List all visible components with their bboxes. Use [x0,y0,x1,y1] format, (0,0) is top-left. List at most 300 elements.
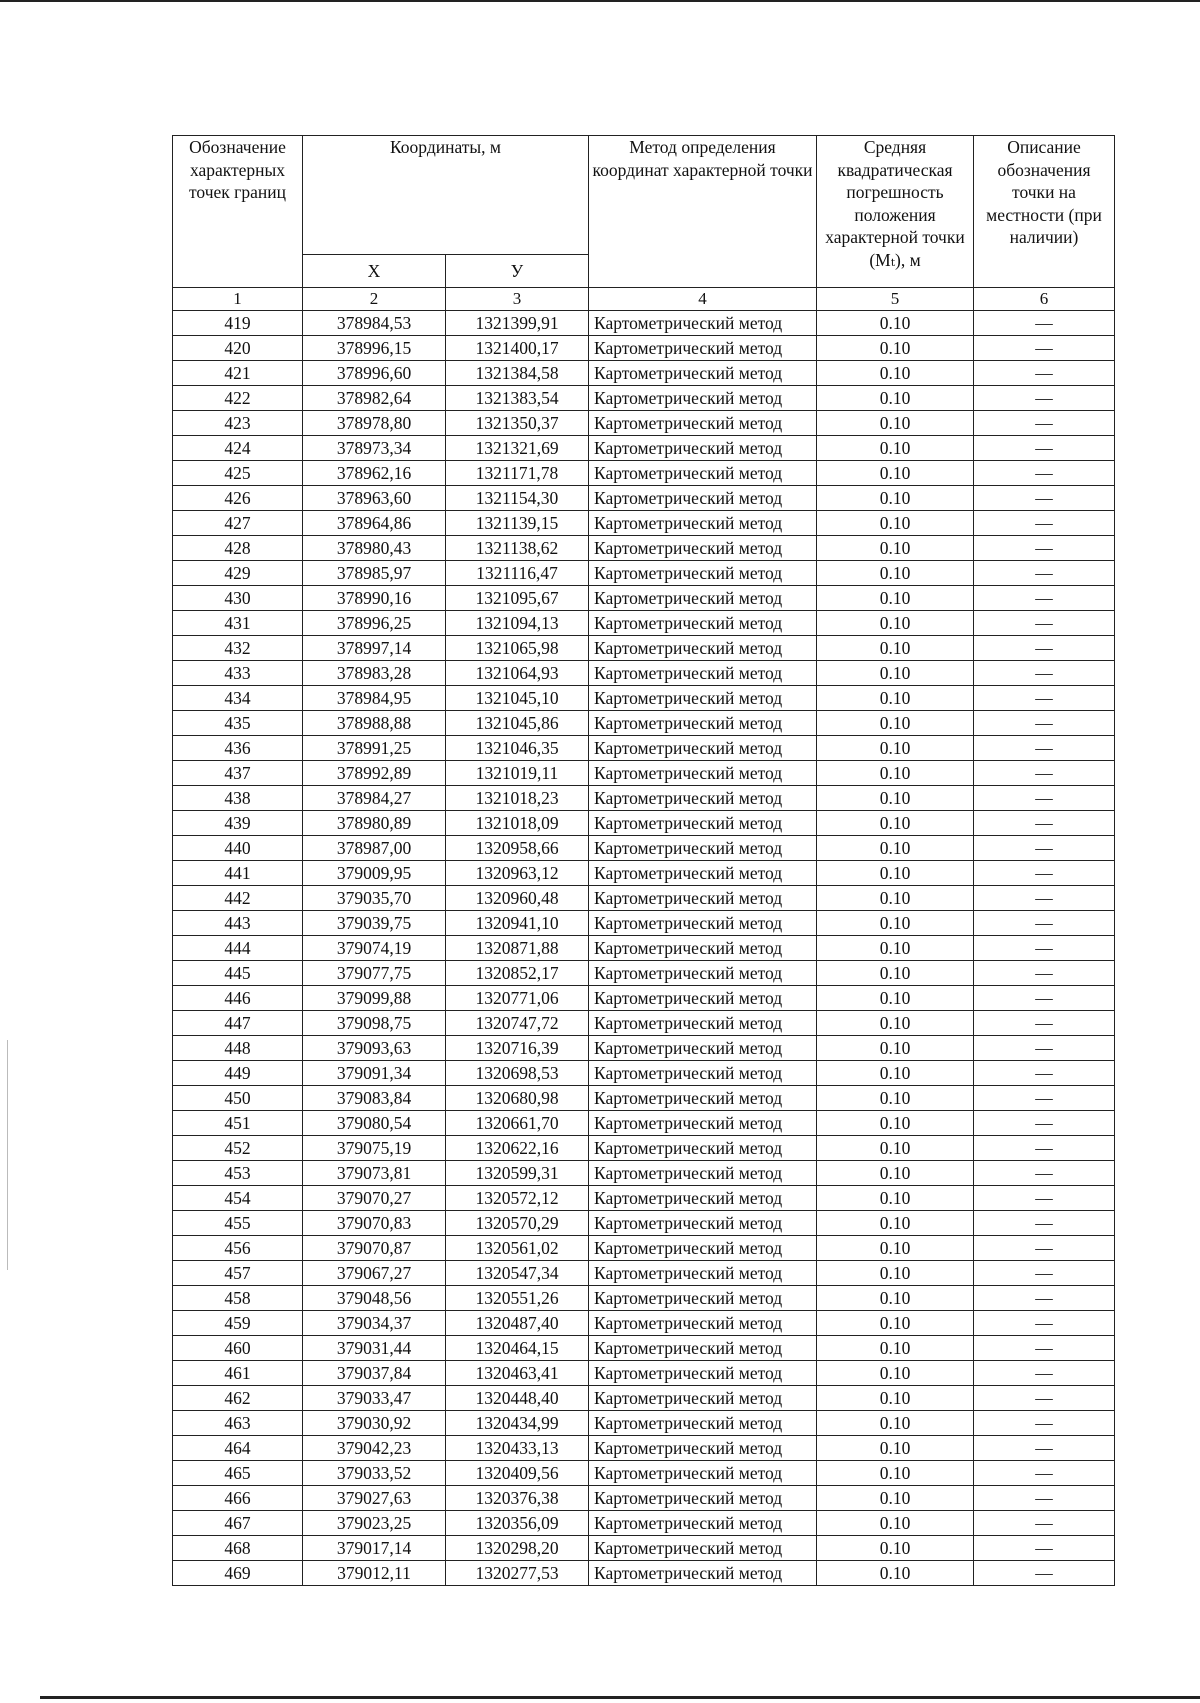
table-row [173,361,1115,386]
point-cell: 420 [173,336,303,361]
x-cell: 378978,80 [303,411,446,436]
table-row [173,1111,1115,1136]
y-cell: 1320434,99 [446,1411,589,1436]
method-cell: Картометрический метод [589,1286,817,1311]
point-cell: 429 [173,561,303,586]
point-cell: 435 [173,711,303,736]
table-row [173,736,1115,761]
point-cell: 452 [173,1136,303,1161]
description-cell: — [974,536,1115,561]
method-cell: Картометрический метод [589,561,817,586]
y-cell: 1320561,02 [446,1236,589,1261]
method-cell: Картометрический метод [589,1436,817,1461]
y-cell: 1320298,20 [446,1536,589,1561]
table-row [173,1236,1115,1261]
table-row [173,1536,1115,1561]
error-cell: 0.10 [817,861,974,886]
method-cell: Картометрический метод [589,1136,817,1161]
y-cell: 1320680,98 [446,1086,589,1111]
y-cell: 1320622,16 [446,1136,589,1161]
point-cell: 462 [173,1386,303,1411]
y-cell: 1320409,56 [446,1461,589,1486]
table-row [173,1211,1115,1236]
table-row [173,611,1115,636]
point-cell: 437 [173,761,303,786]
point-cell: 458 [173,1286,303,1311]
description-cell: — [974,1361,1115,1386]
table-row [173,411,1115,436]
table-row [173,336,1115,361]
table-row [173,661,1115,686]
description-cell: — [974,511,1115,536]
y-cell: 1320599,31 [446,1161,589,1186]
error-cell: 0.10 [817,311,974,336]
x-cell: 379037,84 [303,1361,446,1386]
x-cell: 379033,47 [303,1386,446,1411]
description-cell: — [974,711,1115,736]
y-cell: 1321018,09 [446,811,589,836]
description-cell: — [974,561,1115,586]
method-cell: Картометрический метод [589,1411,817,1436]
error-cell: 0.10 [817,736,974,761]
x-cell: 379075,19 [303,1136,446,1161]
table-row [173,811,1115,836]
y-cell: 1321171,78 [446,461,589,486]
error-cell: 0.10 [817,911,974,936]
error-cell: 0.10 [817,811,974,836]
table-row [173,1286,1115,1311]
method-cell: Картометрический метод [589,586,817,611]
description-cell: — [974,1386,1115,1411]
y-cell: 1321064,93 [446,661,589,686]
y-cell: 1320463,41 [446,1361,589,1386]
error-cell: 0.10 [817,1236,974,1261]
table-row [173,1386,1115,1411]
column-number: 5 [817,288,974,311]
error-cell: 0.10 [817,1486,974,1511]
point-cell: 433 [173,661,303,686]
description-cell: — [974,386,1115,411]
x-cell: 379070,83 [303,1211,446,1236]
header-error: Средняя квадратическая погрешность положения характерной точки (Mₜ), м [817,136,974,288]
point-cell: 455 [173,1211,303,1236]
table-row [173,1161,1115,1186]
error-cell: 0.10 [817,1561,974,1586]
x-cell: 378996,25 [303,611,446,636]
description-cell: — [974,1461,1115,1486]
y-cell: 1321116,47 [446,561,589,586]
x-cell: 379027,63 [303,1486,446,1511]
x-cell: 379070,27 [303,1186,446,1211]
error-cell: 0.10 [817,386,974,411]
x-cell: 378964,86 [303,511,446,536]
method-cell: Картометрический метод [589,986,817,1011]
table-row [173,436,1115,461]
y-cell: 1320433,13 [446,1436,589,1461]
method-cell: Картометрический метод [589,786,817,811]
x-cell: 379080,54 [303,1111,446,1136]
error-cell: 0.10 [817,836,974,861]
point-cell: 419 [173,311,303,336]
description-cell: — [974,1236,1115,1261]
table-row [173,1411,1115,1436]
description-cell: — [974,361,1115,386]
description-cell: — [974,736,1115,761]
table-row [173,861,1115,886]
point-cell: 438 [173,786,303,811]
boundary-points-table [172,135,1115,1586]
method-cell: Картометрический метод [589,936,817,961]
x-cell: 379042,23 [303,1436,446,1461]
point-cell: 467 [173,1511,303,1536]
y-cell: 1321321,69 [446,436,589,461]
error-cell: 0.10 [817,636,974,661]
method-cell: Картометрический метод [589,686,817,711]
table-row [173,786,1115,811]
method-cell: Картометрический метод [589,1211,817,1236]
point-cell: 428 [173,536,303,561]
error-cell: 0.10 [817,1086,974,1111]
table-row [173,961,1115,986]
method-cell: Картометрический метод [589,961,817,986]
y-cell: 1320958,66 [446,836,589,861]
point-cell: 434 [173,686,303,711]
point-cell: 427 [173,511,303,536]
point-cell: 439 [173,811,303,836]
y-cell: 1321095,67 [446,586,589,611]
point-cell: 432 [173,636,303,661]
description-cell: — [974,1136,1115,1161]
y-cell: 1321154,30 [446,486,589,511]
point-cell: 423 [173,411,303,436]
description-cell: — [974,1211,1115,1236]
method-cell: Картометрический метод [589,1561,817,1586]
method-cell: Картометрический метод [589,811,817,836]
method-cell: Картометрический метод [589,336,817,361]
method-cell: Картометрический метод [589,436,817,461]
header-description: Описание обозначения точки на местности (при наличии) [974,136,1115,288]
table-row [173,936,1115,961]
method-cell: Картометрический метод [589,386,817,411]
description-cell: — [974,786,1115,811]
y-cell: 1321139,15 [446,511,589,536]
method-cell: Картометрический метод [589,1536,817,1561]
error-cell: 0.10 [817,1186,974,1211]
column-number: 2 [303,288,446,311]
point-cell: 456 [173,1236,303,1261]
x-cell: 378996,60 [303,361,446,386]
error-cell: 0.10 [817,936,974,961]
method-cell: Картометрический метод [589,761,817,786]
table-row [173,1511,1115,1536]
y-cell: 1320448,40 [446,1386,589,1411]
x-cell: 378997,14 [303,636,446,661]
table-row [173,886,1115,911]
description-cell: — [974,1011,1115,1036]
column-number: 3 [446,288,589,311]
table-row [173,536,1115,561]
header-row [173,136,1115,255]
table-row [173,1361,1115,1386]
table-row [173,1061,1115,1086]
description-cell: — [974,1511,1115,1536]
method-cell: Картометрический метод [589,1361,817,1386]
point-cell: 463 [173,1411,303,1436]
y-cell: 1321350,37 [446,411,589,436]
table-row [173,461,1115,486]
point-cell: 451 [173,1111,303,1136]
error-cell: 0.10 [817,786,974,811]
x-cell: 379030,92 [303,1411,446,1436]
error-cell: 0.10 [817,1211,974,1236]
description-cell: — [974,1436,1115,1461]
description-cell: — [974,1486,1115,1511]
table-row [173,1436,1115,1461]
x-cell: 378984,95 [303,686,446,711]
point-cell: 445 [173,961,303,986]
error-cell: 0.10 [817,1436,974,1461]
header-coords: Координаты, м [303,136,589,255]
error-cell: 0.10 [817,1161,974,1186]
point-cell: 459 [173,1311,303,1336]
method-cell: Картометрический метод [589,1336,817,1361]
method-cell: Картометрический метод [589,1186,817,1211]
method-cell: Картометрический метод [589,1111,817,1136]
table-row [173,686,1115,711]
error-cell: 0.10 [817,1386,974,1411]
description-cell: — [974,1336,1115,1361]
error-cell: 0.10 [817,1336,974,1361]
y-cell: 1321384,58 [446,361,589,386]
point-cell: 446 [173,986,303,1011]
point-cell: 453 [173,1161,303,1186]
y-cell: 1320852,17 [446,961,589,986]
y-cell: 1320551,26 [446,1286,589,1311]
x-cell: 378962,16 [303,461,446,486]
error-cell: 0.10 [817,661,974,686]
method-cell: Картометрический метод [589,861,817,886]
y-cell: 1320871,88 [446,936,589,961]
description-cell: — [974,1311,1115,1336]
table-row [173,1311,1115,1336]
y-cell: 1321065,98 [446,636,589,661]
method-cell: Картометрический метод [589,886,817,911]
method-cell: Картометрический метод [589,311,817,336]
x-cell: 378973,34 [303,436,446,461]
point-cell: 442 [173,886,303,911]
x-cell: 379023,25 [303,1511,446,1536]
error-cell: 0.10 [817,511,974,536]
table-row [173,761,1115,786]
x-cell: 379009,95 [303,861,446,886]
method-cell: Картометрический метод [589,1011,817,1036]
scan-edge-mark [7,1040,8,1270]
error-cell: 0.10 [817,436,974,461]
description-cell: — [974,1536,1115,1561]
x-cell: 378996,15 [303,336,446,361]
error-cell: 0.10 [817,1061,974,1086]
x-cell: 378982,64 [303,386,446,411]
description-cell: — [974,836,1115,861]
x-cell: 379077,75 [303,961,446,986]
header-x: X [303,255,446,288]
description-cell: — [974,1061,1115,1086]
method-cell: Картометрический метод [589,1061,817,1086]
point-cell: 465 [173,1461,303,1486]
x-cell: 378988,88 [303,711,446,736]
point-cell: 444 [173,936,303,961]
error-cell: 0.10 [817,1461,974,1486]
table-row [173,1186,1115,1211]
point-cell: 443 [173,911,303,936]
table-row [173,386,1115,411]
error-cell: 0.10 [817,1036,974,1061]
column-numbers-row [173,288,1115,311]
table-row [173,511,1115,536]
x-cell: 379034,37 [303,1311,446,1336]
point-cell: 457 [173,1261,303,1286]
point-cell: 426 [173,486,303,511]
x-cell: 379035,70 [303,886,446,911]
error-cell: 0.10 [817,1011,974,1036]
method-cell: Картометрический метод [589,1261,817,1286]
y-cell: 1321046,35 [446,736,589,761]
point-cell: 466 [173,1486,303,1511]
description-cell: — [974,1186,1115,1211]
method-cell: Картометрический метод [589,1236,817,1261]
y-cell: 1321018,23 [446,786,589,811]
description-cell: — [974,1286,1115,1311]
y-cell: 1320960,48 [446,886,589,911]
description-cell: — [974,636,1115,661]
y-cell: 1320570,29 [446,1211,589,1236]
x-cell: 378980,43 [303,536,446,561]
point-cell: 436 [173,736,303,761]
point-cell: 448 [173,1036,303,1061]
column-number: 4 [589,288,817,311]
x-cell: 379039,75 [303,911,446,936]
table-row [173,561,1115,586]
error-cell: 0.10 [817,1111,974,1136]
y-cell: 1321094,13 [446,611,589,636]
table-row [173,1261,1115,1286]
description-cell: — [974,611,1115,636]
error-cell: 0.10 [817,1311,974,1336]
table-row [173,1011,1115,1036]
y-cell: 1320716,39 [446,1036,589,1061]
point-cell: 450 [173,1086,303,1111]
description-cell: — [974,686,1115,711]
table-row [173,586,1115,611]
point-cell: 422 [173,386,303,411]
y-cell: 1321399,91 [446,311,589,336]
table-row [173,911,1115,936]
description-cell: — [974,1086,1115,1111]
method-cell: Картометрический метод [589,736,817,761]
description-cell: — [974,336,1115,361]
description-cell: — [974,961,1115,986]
description-cell: — [974,461,1115,486]
description-cell: — [974,911,1115,936]
top-edge-rule [0,0,1200,2]
table-row [173,986,1115,1011]
description-cell: — [974,861,1115,886]
error-cell: 0.10 [817,361,974,386]
error-cell: 0.10 [817,1511,974,1536]
y-cell: 1320487,40 [446,1311,589,1336]
x-cell: 378991,25 [303,736,446,761]
y-cell: 1320547,34 [446,1261,589,1286]
y-cell: 1321019,11 [446,761,589,786]
method-cell: Картометрический метод [589,1461,817,1486]
description-cell: — [974,1036,1115,1061]
method-cell: Картометрический метод [589,711,817,736]
point-cell: 431 [173,611,303,636]
table-row [173,1336,1115,1361]
y-cell: 1320661,70 [446,1111,589,1136]
x-cell: 379012,11 [303,1561,446,1586]
y-cell: 1321045,10 [446,686,589,711]
column-number: 6 [974,288,1115,311]
point-cell: 460 [173,1336,303,1361]
method-cell: Картометрический метод [589,636,817,661]
description-cell: — [974,1411,1115,1436]
x-cell: 379093,63 [303,1036,446,1061]
header-point: Обозначение характерных точек границ [173,136,303,288]
description-cell: — [974,811,1115,836]
y-cell: 1321045,86 [446,711,589,736]
error-cell: 0.10 [817,1411,974,1436]
description-cell: — [974,486,1115,511]
description-cell: — [974,986,1115,1011]
error-cell: 0.10 [817,986,974,1011]
x-cell: 379017,14 [303,1536,446,1561]
point-cell: 424 [173,436,303,461]
point-cell: 425 [173,461,303,486]
error-cell: 0.10 [817,961,974,986]
header-method: Метод определения координат характерной точки [589,136,817,288]
x-cell: 379083,84 [303,1086,446,1111]
table-row [173,486,1115,511]
y-cell: 1321383,54 [446,386,589,411]
description-cell: — [974,311,1115,336]
method-cell: Картометрический метод [589,486,817,511]
method-cell: Картометрический метод [589,1086,817,1111]
error-cell: 0.10 [817,761,974,786]
y-cell: 1320464,15 [446,1336,589,1361]
point-cell: 430 [173,586,303,611]
point-cell: 421 [173,361,303,386]
error-cell: 0.10 [817,711,974,736]
error-cell: 0.10 [817,561,974,586]
error-cell: 0.10 [817,686,974,711]
description-cell: — [974,1261,1115,1286]
table-row [173,1036,1115,1061]
point-cell: 469 [173,1561,303,1586]
x-cell: 378987,00 [303,836,446,861]
y-cell: 1320747,72 [446,1011,589,1036]
point-cell: 449 [173,1061,303,1086]
x-cell: 378992,89 [303,761,446,786]
error-cell: 0.10 [817,1261,974,1286]
y-cell: 1320356,09 [446,1511,589,1536]
description-cell: — [974,1111,1115,1136]
point-cell: 468 [173,1536,303,1561]
point-cell: 440 [173,836,303,861]
error-cell: 0.10 [817,411,974,436]
x-cell: 379091,34 [303,1061,446,1086]
method-cell: Картометрический метод [589,836,817,861]
